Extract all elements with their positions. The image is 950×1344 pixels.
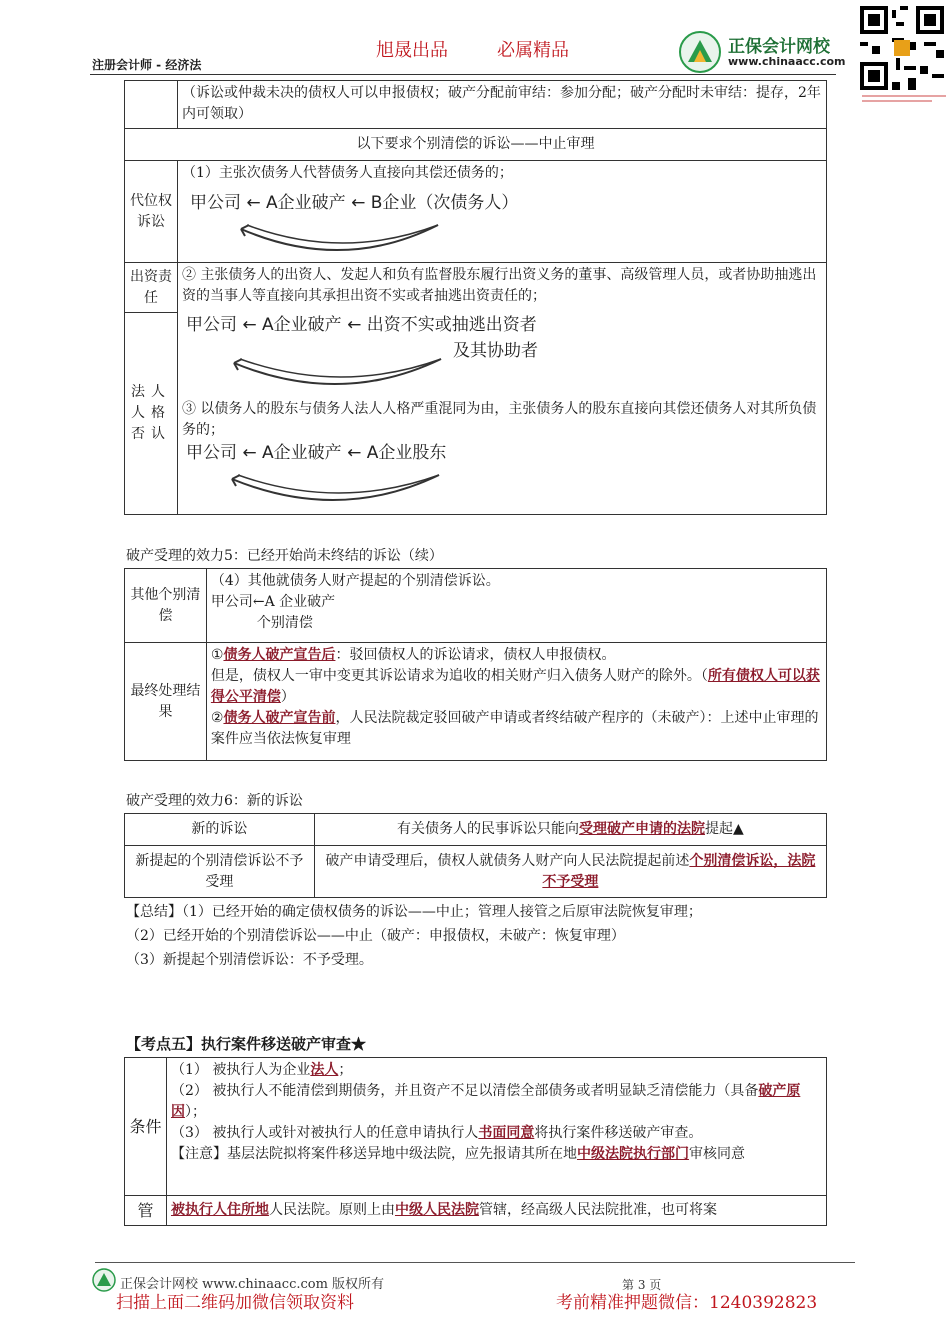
diagram-party-1: 甲公司 (185, 443, 237, 463)
logo-icon (678, 30, 724, 74)
text-subrogation: （1）主张次债务人代替债务人直接向其偿还债务的； (181, 165, 513, 181)
header-slogan-left: 旭晟出品 (376, 40, 448, 61)
diagram-party-2: A企业破产 (262, 443, 342, 463)
table-other-litigation (124, 568, 827, 761)
highlight-before-declaration: 债务人破产宣告前 (223, 710, 336, 726)
highlight-not-accepted: 个别清偿诉讼，法院不予受理 (542, 852, 816, 890)
course-title: 注册会计师 - 经济法 (92, 58, 202, 72)
highlight-fair-repayment: 所有债权人可以获得公平清偿 (210, 668, 820, 705)
arrow-left-icon: ← (351, 193, 371, 213)
diagram-capital (186, 315, 537, 336)
header-rule (90, 74, 836, 75)
text-veil-piercing: ③ 以债务人的股东与债务人法人人格严重混同为由，主张债务人的股东直接向其偿还债务人对其所负债务的； (181, 401, 817, 438)
table-transfer-review (124, 1057, 827, 1226)
diagram-party-4: 及其协助者 (452, 341, 538, 361)
result-line-3: ②债务人破产宣告前，人民法院裁定驳回破产申请或者终结破产程序的（未破产）：上述中止审理的案件应当依法恢复审理 (210, 710, 819, 747)
cell-subrogation (177, 161, 826, 263)
summary-line-1: 【总结】（1）已经开始的确定债权债务的诉讼——中止；管理人接管之后原审法院恢复审理； (126, 904, 702, 920)
diagram-party-2: A企业破产 (262, 315, 342, 335)
highlight-written-consent: 书面同意 (478, 1125, 535, 1141)
curved-arrow-icon (224, 471, 444, 505)
text-diagram-line: 甲公司←A 企业破产 (210, 594, 336, 610)
condition-2: （2） 被执行人不能清偿到期债务，并且资产不足以清偿全部债务或者明显缺乏清偿能力（具备破产原因）； (170, 1083, 801, 1120)
highlight-legal-person: 法人 (310, 1062, 339, 1078)
label-subrogation: 代位权诉讼 (125, 161, 178, 263)
arrow-left-icon: ← (246, 193, 267, 213)
section6-title: 破产受理的效力6：新的诉讼 (126, 793, 303, 809)
condition-1: （1） 被执行人为企业法人； (170, 1062, 353, 1078)
text-other-individual: （4）其他就债务人财产提起的个别清偿诉讼。 (210, 573, 500, 589)
summary-line-3: （3）新提起个别清偿诉讼：不予受理。 (126, 952, 373, 968)
diagram-party-2: A企业破产 (266, 193, 346, 213)
highlight-enforcement-dept: 中级法院执行部门 (576, 1146, 689, 1162)
section5-title: 破产受理的效力5：已经开始尚未终结的诉讼（续） (126, 548, 443, 564)
highlight-intermediate-court: 中级人民法院 (394, 1202, 479, 1218)
logo-icon (92, 1268, 116, 1292)
table-new-litigation (124, 813, 827, 898)
footer-page-number: 第 3 页 (622, 1278, 662, 1292)
cell-capital-and-veil (177, 263, 826, 515)
label-conditions: 条件 (125, 1058, 167, 1196)
table-litigation-types (124, 80, 827, 515)
arrow-left-icon: ← (347, 315, 362, 335)
label-new-individual: 新提起的个别清偿诉讼不予受理 (125, 846, 315, 898)
kaodian-title: 【考点五】执行案件移送破产审查★ (126, 1035, 367, 1053)
highlight-domicile: 被执行人住所地 (170, 1202, 269, 1218)
footer-rule (95, 1262, 855, 1263)
label-final-result: 最终处理结果 (125, 643, 207, 761)
cell-other-individual (206, 569, 826, 643)
arrow-left-icon: ← (242, 443, 257, 463)
label-new-litigation: 新的诉讼 (125, 814, 315, 846)
section-row-suspension: 以下要求个别清偿的诉讼——中止审理 (125, 129, 827, 161)
diagram-party-3: B企业（次债务人） (370, 193, 519, 213)
label-veil-piercing: 法人人格否认 (125, 313, 178, 515)
footer-promo-left: 扫描上面二维码加微信领取资料 (116, 1293, 354, 1313)
diagram-subrogation (190, 193, 518, 214)
brand-logo (678, 30, 858, 74)
footer-logo (92, 1268, 116, 1296)
highlight-court: 受理破产申请的法院 (578, 821, 705, 837)
summary-line-2: （2）已经开始的个别清偿诉讼——中止（破产：申报债权，未破产：恢复审理） (126, 928, 625, 944)
cell-conditions (166, 1058, 826, 1196)
cell-new-individual: 破产申请受理后，债权人就债务人财产向人民法院提起前述个别清偿诉讼，法院不予受理 (314, 846, 826, 898)
arrow-left-icon: ← (242, 315, 257, 335)
diagram-party-1: 甲公司 (185, 315, 237, 335)
text-capital-liability: ② 主张债务人的出资人、发起人和负有监督股东履行出资义务的董事、高级管理人员，或者协助抽逃出资的当事人等直接向其承担出资不实或者抽逃出资责任的； (181, 267, 817, 304)
text-diagram-caption: 个别清偿 (256, 615, 313, 631)
label-jurisdiction: 管 (125, 1196, 167, 1226)
logo-title: 正保会计网校 (728, 37, 830, 57)
curved-arrow-icon (233, 221, 443, 255)
diagram-veil (186, 443, 446, 464)
header-slogan-right: 必属精品 (497, 40, 569, 61)
cell-jurisdiction: 被执行人住所地人民法院。原则上由中级人民法院管辖，经高级人民法院批准，也可将案 (166, 1196, 826, 1226)
label-other-individual: 其他个别清偿 (125, 569, 207, 643)
label-capital-liability: 出资责任 (125, 263, 178, 313)
qr-caption (862, 92, 946, 106)
highlight-after-declaration: 债务人破产宣告后 (223, 647, 336, 663)
footer-copyright: 正保会计网校 www.chinaacc.com 版权所有 (120, 1277, 385, 1292)
result-line-2: 但是，债权人一审中变更其诉讼请求为追收的相关财产归入债务人财产的除外。（所有债权人可以获得公平清偿） (210, 668, 820, 705)
arrow-left-icon: ← (347, 443, 362, 463)
cell-new-litigation: 有关债务人的民事诉讼只能向受理破产申请的法院提起▲ (314, 814, 826, 846)
condition-note: 【注意】基层法院拟将案件移送异地中级法院，应先报请其所在地中级法院执行部门审核同意 (170, 1146, 745, 1162)
footer-promo-right: 考前精准押题微信：1240392823 (556, 1293, 818, 1313)
diagram-party-3: A企业股东 (366, 443, 447, 463)
condition-3: （3） 被执行人或针对被执行人的任意申请执行人书面同意将执行案件移送破产审查。 (170, 1125, 703, 1141)
logo-url: www.chinaacc.com (728, 55, 846, 68)
result-line-1: ①债务人破产宣告后：驳回债权人的诉讼请求，债权人申报债权。 (210, 647, 616, 663)
curved-arrow-icon (226, 355, 446, 389)
qr-code (860, 6, 944, 90)
summary (126, 900, 702, 972)
diagram-party-1: 甲公司 (189, 193, 241, 213)
cell-distribution-note: （诉讼或仲裁未决的债权人可以申报债权；破产分配前审结：参加分配；破产分配时未审结：提存，2年内可领取） (177, 81, 826, 129)
highlight-bankruptcy-cause: 破产原因 (170, 1083, 801, 1120)
cell-final-result (206, 643, 826, 761)
diagram-party-3: 出资不实或抽逃出资者 (366, 315, 537, 335)
